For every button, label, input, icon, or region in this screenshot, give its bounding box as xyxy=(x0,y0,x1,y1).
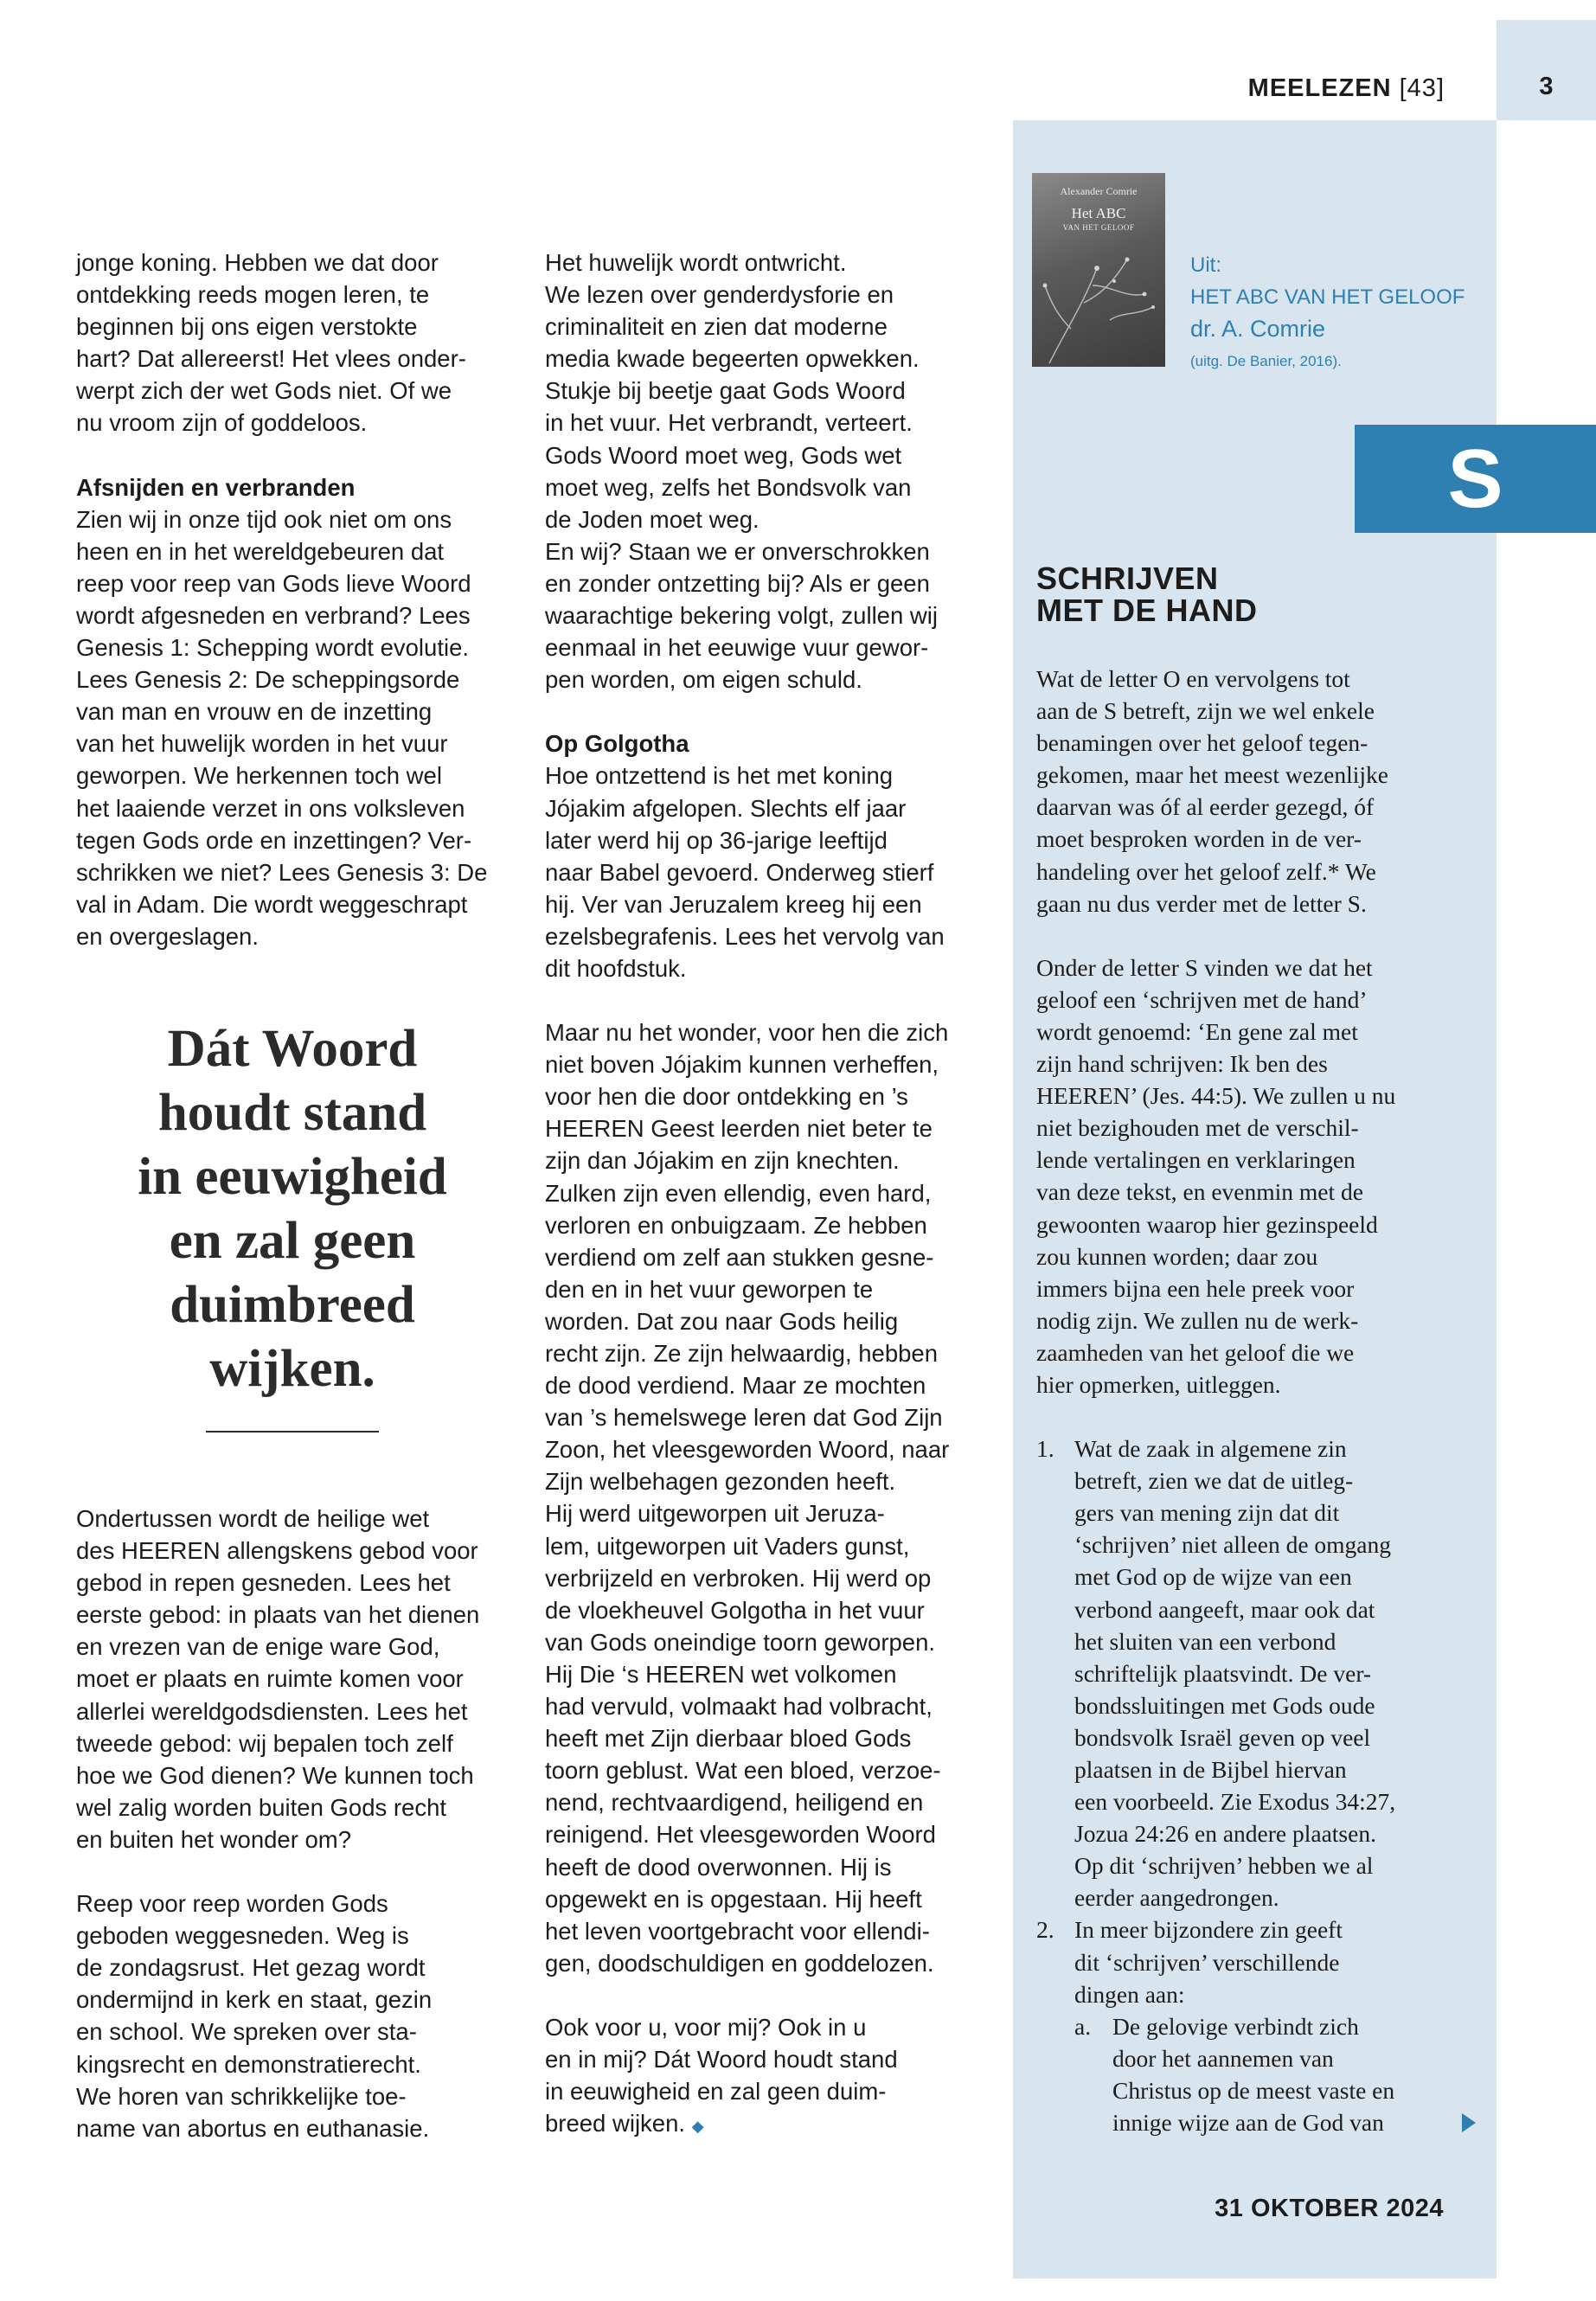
text-line: in eeuwigheid en zal geen duim- xyxy=(545,2078,887,2106)
text-line: Zien wij in onze tijd ook niet om ons xyxy=(76,505,452,533)
quote-divider xyxy=(206,1431,379,1433)
quote-line: en zal geen xyxy=(169,1212,416,1270)
text-line: geboden weggesneden. Weg is xyxy=(76,1922,409,1950)
text-line: naar Babel gevoerd. Onderweg stierf xyxy=(545,858,934,886)
text-line: Zoon, het vleesgeworden Woord, naar xyxy=(545,1436,950,1464)
quote-line: wijken. xyxy=(209,1340,375,1398)
text-line: tweede gebod: wij bepalen toch zelf xyxy=(76,1729,453,1757)
text-line: Op dit ‘schrijven’ hebben we al xyxy=(1074,1852,1374,1880)
text-line: immers bijna een hele preek voor xyxy=(1036,1274,1355,1302)
text-line: geworpen. We herkennen toch wel xyxy=(76,762,442,790)
text-line: breed wijken. xyxy=(545,2110,686,2138)
text-line: zou kunnen worden; daar zou xyxy=(1036,1242,1318,1270)
text-line: reinigend. Het vleesgeworden Woord xyxy=(545,1821,936,1849)
text-line: eerder aangedrongen. xyxy=(1074,1884,1279,1912)
text-line: HEEREN Geest leerden niet beter te xyxy=(545,1115,933,1143)
text-line: een voorbeeld. Zie Exodus 34:27, xyxy=(1074,1788,1396,1816)
text-line: allerlei wereldgodsdiensten. Lees het xyxy=(76,1697,468,1725)
text-line: handeling over het geloof zelf.* We xyxy=(1036,857,1376,885)
subheading: Afsnijden en verbranden xyxy=(76,473,356,501)
text-line: Onder de letter S vinden we dat het xyxy=(1036,953,1373,981)
text-line: Zulken zijn even ellendig, even hard, xyxy=(545,1179,932,1207)
text-line: had vervuld, volmaakt had volbracht, xyxy=(545,1693,933,1721)
text-line: Ook voor u, voor mij? Ook in u xyxy=(545,2013,867,2041)
text-line: geloof een ‘schrijven met de hand’ xyxy=(1036,985,1368,1013)
list-number: 2. xyxy=(1036,1916,1054,1944)
text-line: lende vertalingen en verklaringen xyxy=(1036,1146,1356,1174)
text-line: de dood verdiend. Maar ze mochten xyxy=(545,1372,926,1400)
text-line: dingen aan: xyxy=(1074,1980,1185,2008)
text-line: tegen Gods orde en inzettingen? Ver- xyxy=(76,826,472,854)
text-line: met God op de wijze van een xyxy=(1074,1563,1352,1591)
book-cover-title: Het ABC xyxy=(1071,205,1126,221)
text-line: verdiend om zelf aan stukken gesne- xyxy=(545,1243,934,1271)
paragraph xyxy=(545,2011,977,2143)
text-line: Hoe ontzettend is het met koning xyxy=(545,762,894,790)
quote-line: duimbreed xyxy=(170,1276,415,1334)
page-number-tab xyxy=(1497,20,1596,120)
sidebar-paragraph-2 xyxy=(1036,952,1473,1400)
sidebar-heading xyxy=(1036,562,1258,626)
text-line: Genesis 1: Schepping wordt evolutie. xyxy=(76,634,470,662)
paragraph xyxy=(76,247,509,439)
text-line: opgewekt en is opgestaan. Hij heeft xyxy=(545,1885,922,1913)
text-line: moet er plaats en ruimte komen voor xyxy=(76,1665,464,1693)
text-line: gewoonten waarop hier gezinspeeld xyxy=(1036,1210,1378,1238)
text-line: Wat de zaak in algemene zin xyxy=(1074,1435,1347,1463)
text-line: schriftelijk plaatsvindt. De ver- xyxy=(1074,1659,1372,1687)
quote-line: houdt stand xyxy=(157,1084,427,1142)
text-line: het leven voortgebracht voor ellendi- xyxy=(545,1917,930,1945)
text-line: Reep voor reep worden Gods xyxy=(76,1890,388,1918)
sidebar-body xyxy=(1036,663,1473,2138)
text-line: We horen van schrikkelijke toe- xyxy=(76,2082,407,2110)
list-letter: a. xyxy=(1074,2012,1092,2040)
text-line: hij. Ver van Jeruzalem kreeg hij een xyxy=(545,890,922,918)
text-line: Lees Genesis 2: De scheppingsorde xyxy=(76,666,460,694)
text-line: pen worden, om eigen schuld. xyxy=(545,666,862,694)
text-line: recht zijn. Ze zijn helwaardig, hebben xyxy=(545,1340,939,1367)
text-line: Ondertussen wordt de heilige wet xyxy=(76,1505,430,1532)
subheading: Op Golgotha xyxy=(545,730,689,758)
text-line: en buiten het wonder om? xyxy=(76,1825,351,1853)
text-line: de Joden moet weg. xyxy=(545,505,760,533)
paragraph xyxy=(76,503,509,952)
text-line: hoe we God dienen? We kunnen toch xyxy=(76,1761,474,1789)
sidebar-heading-line2: MET DE HAND xyxy=(1036,593,1258,628)
text-line: en overgeslagen. xyxy=(76,922,259,950)
text-line: ondermijnd in kerk en staat, gezin xyxy=(76,1986,433,2014)
source-title: HET ABC VAN HET GELOOF xyxy=(1190,285,1465,309)
text-line: gebod in repen gesneden. Lees het xyxy=(76,1569,451,1597)
text-line: door het aannemen van xyxy=(1112,2044,1334,2072)
text-line: reep voor reep van Gods lieve Woord xyxy=(76,569,471,597)
text-line: zijn hand schrijven: Ik ben des xyxy=(1036,1050,1328,1078)
text-line: moet besproken worden in de ver- xyxy=(1036,825,1362,853)
text-line: ‘schrijven’ niet alleen de omgang xyxy=(1074,1531,1392,1559)
issue-date: 31 OKTOBER 2024 xyxy=(1215,2195,1444,2222)
text-line: media kwade begeerten opwekken. xyxy=(545,345,920,373)
list-item-1 xyxy=(1036,1433,1473,1913)
text-line: zijn dan Jójakim en zijn knechten. xyxy=(545,1147,900,1175)
text-line: niet bezighouden met de verschil- xyxy=(1036,1114,1359,1142)
text-line: gekomen, maar het meest wezenlijke xyxy=(1036,761,1388,789)
text-line: schrikken we niet? Lees Genesis 3: De xyxy=(76,858,488,886)
text-line: HEEREN’ (Jes. 44:5). We zullen u nu xyxy=(1036,1082,1396,1110)
text-line: den en in het vuur geworpen te xyxy=(545,1275,874,1303)
text-line: moet weg, zelfs het Bondsvolk van xyxy=(545,473,912,501)
text-line: in het vuur. Het verbrandt, verteert. xyxy=(545,409,913,437)
text-line: Maar nu het wonder, voor hen die zich xyxy=(545,1019,949,1047)
text-line: de zondagsrust. Het gezag wordt xyxy=(76,1954,426,1982)
text-line: criminaliteit en zien dat moderne xyxy=(545,313,888,341)
text-line: En wij? Staan we er onverschrokken xyxy=(545,537,930,565)
text-line: bondssluitingen met Gods oude xyxy=(1074,1691,1375,1719)
text-line: heen en in het wereldgebeuren dat xyxy=(76,537,445,565)
book-cover-image xyxy=(1032,173,1165,367)
list-item-2 xyxy=(1036,1913,1473,2009)
text-line: betreft, zien we dat de uitleg- xyxy=(1074,1467,1354,1495)
text-line: val in Adam. Die wordt weggeschrapt xyxy=(76,890,468,918)
text-line: hier opmerken, uitleggen. xyxy=(1036,1370,1281,1398)
text-line: heeft met Zijn dierbaar bloed Gods xyxy=(545,1725,912,1753)
text-line: Jójakim afgelopen. Slechts elf jaar xyxy=(545,794,907,822)
text-line: worden. Dat zou naar Gods heilig xyxy=(545,1307,899,1335)
text-line: werpt zich der wet Gods niet. Of we xyxy=(76,377,452,405)
letter-badge xyxy=(1355,425,1596,533)
text-line: We lezen over genderdysforie en xyxy=(545,281,894,309)
text-line: Hij Die ‘s HEEREN wet volkomen xyxy=(545,1660,897,1688)
text-line: Gods Woord moet weg, Gods wet xyxy=(545,441,902,469)
article-column-1-continued xyxy=(76,1503,509,2144)
page-number: 3 xyxy=(1539,73,1554,100)
text-line: plaatsen in de Bijbel hiervan xyxy=(1074,1756,1347,1783)
text-line: verbond aangeeft, maar ook dat xyxy=(1074,1595,1375,1623)
text-line: De gelovige verbindt zich xyxy=(1112,2012,1359,2040)
text-line: des HEEREN allengskens gebod voor xyxy=(76,1537,478,1565)
paragraph xyxy=(545,247,977,695)
text-line: en zonder ontzetting bij? Als er geen xyxy=(545,569,930,597)
text-line: eerste gebod: in plaats van het dienen xyxy=(76,1601,480,1629)
text-line: nodig zijn. We zullen nu de werk- xyxy=(1036,1306,1359,1334)
continue-arrow-icon xyxy=(1462,2113,1476,2132)
article-column-2 xyxy=(545,247,977,2143)
text-line: van Gods oneindige toorn geworpen. xyxy=(545,1628,936,1656)
sidebar-paragraph-1 xyxy=(1036,663,1473,920)
section-name: MEELEZEN xyxy=(1247,74,1392,102)
text-line: aan de S betreft, zijn we wel enkele xyxy=(1036,697,1375,725)
text-line: heeft de dood overwonnen. Hij is xyxy=(545,1853,892,1881)
text-line: nend, rechtvaardigend, heiligend en xyxy=(545,1789,924,1817)
text-line: en in mij? Dát Woord houdt stand xyxy=(545,2045,898,2073)
text-line: waarachtige bekering volgt, zullen wij xyxy=(545,602,938,630)
sidebar-heading-line1: SCHRIJVEN xyxy=(1036,561,1219,596)
text-line: toorn geblust. Wat een bloed, verzoe- xyxy=(545,1757,941,1785)
text-line: Het huwelijk wordt ontwricht. xyxy=(545,249,847,276)
text-line: het laaiende verzet in ons volksleven xyxy=(76,794,465,822)
letter-badge-text: S xyxy=(1447,433,1503,525)
text-line: wel zalig worden buiten Gods recht xyxy=(76,1793,447,1821)
text-line: jonge koning. Hebben we dat door xyxy=(76,249,439,276)
book-source xyxy=(1190,249,1465,377)
source-label: Uit: xyxy=(1190,253,1221,277)
paragraph xyxy=(545,760,977,984)
book-cover-author: Alexander Comrie xyxy=(1060,185,1138,197)
text-line: dit hoofdstuk. xyxy=(545,954,687,982)
text-line: van deze tekst, en evenmin met de xyxy=(1036,1178,1363,1206)
text-line: In meer bijzondere zin geeft xyxy=(1074,1916,1343,1944)
text-line: hart? Dat allereerst! Het vlees onder- xyxy=(76,345,466,373)
text-line: zaamheden van het geloof die we xyxy=(1036,1338,1355,1366)
text-line: Jozua 24:26 en andere plaatsen. xyxy=(1074,1820,1376,1848)
text-line: daarvan was óf al eerder gezegd, óf xyxy=(1036,793,1375,821)
text-line: bondsvolk Israël geven op veel xyxy=(1074,1723,1371,1751)
text-line: eenmaal in het eeuwige vuur gewor- xyxy=(545,634,929,662)
text-line: de vloekheuvel Golgotha in het vuur xyxy=(545,1596,925,1624)
text-line: Wat de letter O en vervolgens tot xyxy=(1036,665,1350,692)
text-line: Christus op de meest vaste en xyxy=(1112,2076,1395,2104)
text-line: beginnen bij ons eigen verstokte xyxy=(76,313,418,341)
quote-line: in eeuwigheid xyxy=(138,1148,447,1206)
branch-illustration xyxy=(1032,234,1165,367)
text-line: gen, doodschuldigen en goddelozen. xyxy=(545,1949,934,1977)
text-line: gers van mening zijn dat dit xyxy=(1074,1499,1340,1527)
text-line: van man en vrouw en de inzetting xyxy=(76,698,433,726)
text-line: Hij werd uitgeworpen uit Jeruza- xyxy=(545,1500,885,1528)
text-line: kingsrecht en demonstratierecht. xyxy=(76,2050,421,2078)
pull-quote xyxy=(76,1017,509,1401)
text-line: lem, uitgeworpen uit Vaders gunst, xyxy=(545,1532,910,1560)
text-line: verloren en onbuigzaam. Ze hebben xyxy=(545,1211,927,1239)
text-line: later werd hij op 36-jarige leeftijd xyxy=(545,826,888,854)
text-line: niet boven Jójakim kunnen verheffen, xyxy=(545,1051,939,1079)
text-line: van ’s hemelswege leren dat God Zijn xyxy=(545,1404,943,1432)
text-line: nu vroom zijn of goddeloos. xyxy=(76,409,368,437)
section-title xyxy=(1248,74,1445,103)
article-column-1 xyxy=(76,247,509,952)
issue-number: [43] xyxy=(1399,74,1445,102)
text-line: Stukje bij beetje gaat Gods Woord xyxy=(545,377,906,405)
text-line: van het huwelijk worden in het vuur xyxy=(76,730,448,758)
text-line: dit ‘schrijven’ verschillende xyxy=(1074,1948,1340,1976)
text-line: wordt afgesneden en verbrand? Lees xyxy=(76,601,471,629)
paragraph xyxy=(76,1503,509,1856)
book-cover-subtitle: VAN HET GELOOF xyxy=(1062,223,1135,232)
text-line: benamingen over het geloof tegen- xyxy=(1036,729,1368,757)
text-line: verbrijzeld en verbroken. Hij werd op xyxy=(545,1564,932,1592)
text-line: en school. We spreken over sta- xyxy=(76,2018,417,2046)
source-publisher: (uitg. De Banier, 2016). xyxy=(1190,353,1342,369)
paragraph xyxy=(76,1888,509,2144)
list-item-2a xyxy=(1036,2010,1473,2138)
text-line: het sluiten van een verbond xyxy=(1074,1627,1336,1655)
text-line: name van abortus en euthanasie. xyxy=(76,2114,430,2142)
text-line: ezelsbegrafenis. Lees het vervolg van xyxy=(545,922,945,950)
end-mark-icon: ◆ xyxy=(691,2118,704,2136)
text-line: ontdekking reeds mogen leren, te xyxy=(76,281,430,309)
source-author: dr. A. Comrie xyxy=(1190,316,1326,342)
text-line: wordt genoemd: ‘En gene zal met xyxy=(1036,1017,1358,1045)
text-line: en vrezen van de enige ware God, xyxy=(76,1633,440,1661)
quote-line: Dát Woord xyxy=(167,1020,418,1078)
text-line: gaan nu dus verder met de letter S. xyxy=(1036,889,1367,917)
paragraph xyxy=(545,1016,977,1979)
text-line: voor hen die door ontdekking en ’s xyxy=(545,1083,908,1111)
text-line: innige wijze aan de God van xyxy=(1112,2109,1384,2137)
text-line: Zijn welbehagen gezonden heeft. xyxy=(545,1468,896,1496)
list-number: 1. xyxy=(1036,1435,1054,1463)
